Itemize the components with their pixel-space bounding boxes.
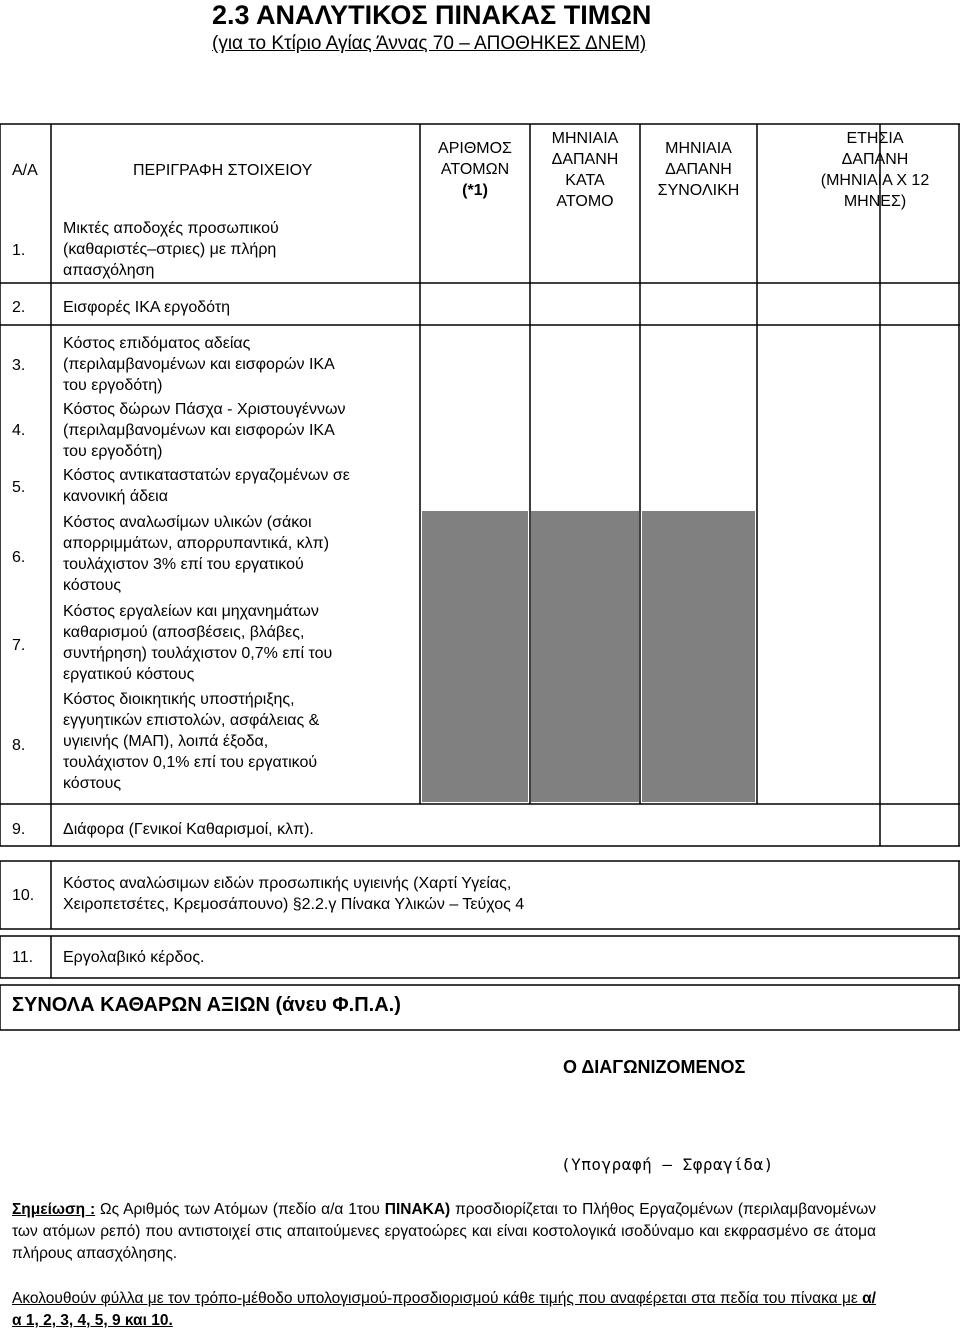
row-number-6: 6. bbox=[12, 549, 26, 566]
desc-line: Κόστος επιδόματος αδείας bbox=[63, 335, 251, 352]
header-count-l2: ΑΤΟΜΩΝ bbox=[440, 161, 510, 178]
row-number-8: 8. bbox=[12, 737, 26, 754]
row-number-5: 5. bbox=[12, 479, 26, 496]
desc-line: Κόστος αναλωσίμων υλικών (σάκοι bbox=[63, 514, 312, 531]
header-description: ΠΕΡΙΓΡΑΦΗ ΣΤΟΙΧΕΙΟΥ bbox=[133, 162, 313, 179]
desc-line: εγγυητικών επιστολών, ασφάλειας & bbox=[63, 712, 320, 729]
note-paragraph bbox=[12, 1199, 876, 1265]
desc-line: (καθαριστές–στριες) με πλήρη bbox=[63, 241, 277, 258]
header-an-l3: (ΜΗΝΙΑΙΑ Χ 12 bbox=[820, 172, 930, 189]
subtitle-text: (για το Κτίριο Αγίας Άννας 70 – ΑΠΟΘΗΚΕΣ ΔΝΕΜ) bbox=[212, 33, 647, 54]
signature-stamp-label: (Υπογραφή – Σφραγίδα) bbox=[561, 1155, 774, 1174]
header-an-l4: ΜΗΝΕΣ) bbox=[843, 193, 907, 210]
header-count-l1: ΑΡΙΘΜΟΣ bbox=[438, 140, 512, 157]
desc-line: του εργοδότη) bbox=[63, 377, 163, 394]
desc-line: (περιλαμβανομένων και εισφορών ΙΚΑ bbox=[63, 356, 335, 373]
shaded-cell-total-6-8 bbox=[642, 511, 755, 802]
desc-line: Χειροπετσέτες, Κρεμοσάπουνο) §2.2.γ Πίνακα Υλικών – Τεύχος 4 bbox=[63, 896, 525, 913]
row-desc-5 bbox=[63, 465, 350, 507]
note-text-2: προσδιορίζεται το Πλήθος Εργαζομένων (περιλαμβανομένων των ατόμων ρεπό) που αντιστοιχεί στις απαιτούμενες εργατοώρες και είναι κοστολογικά ισοδύναμο και εκφρασμένο σε άτομα πλήρους απασχόλησης. bbox=[12, 1201, 876, 1262]
shaded-cell-count-6-8 bbox=[422, 511, 528, 802]
desc-line: εργατικού κόστους bbox=[63, 666, 195, 683]
totals-label: ΣΥΝΟΛΑ ΚΑΘΑΡΩΝ ΑΞΙΩΝ (άνευ Φ.Π.Α.) bbox=[12, 994, 401, 1016]
row-desc-10 bbox=[63, 873, 524, 915]
row-desc-1 bbox=[63, 218, 279, 281]
row-number-10: 10. bbox=[12, 887, 35, 904]
row-desc-8 bbox=[63, 689, 319, 794]
desc-line: Κόστος διοικητικής υποστήριξης, bbox=[63, 691, 295, 708]
page-title: 2.3 ΑΝΑΛΥΤΙΚΟΣ ΠΙΝΑΚΑΣ ΤΙΜΩΝ bbox=[212, 0, 652, 30]
desc-line: Κόστος αναλώσιμων ειδών προσωπικής υγιεινής (Χαρτί Υγείας, bbox=[63, 875, 512, 892]
desc-line: απασχόληση bbox=[63, 262, 155, 279]
desc-line: κόστους bbox=[63, 577, 122, 594]
desc-line: συντήρηση) τουλάχιστον 0,7% επί του bbox=[63, 645, 333, 662]
header-count-l3: (*1) bbox=[462, 182, 488, 199]
desc-line: κόστους bbox=[63, 775, 122, 792]
desc-line: (περιλαμβανομένων και εισφορών ΙΚΑ bbox=[63, 422, 335, 439]
row-number-7: 7. bbox=[12, 637, 26, 654]
note-text-1: Ως Αριθμός των Ατόμων (πεδίο α/α 1του bbox=[95, 1201, 385, 1218]
desc-line: του εργοδότη) bbox=[63, 443, 163, 460]
desc-line: Μικτές αποδοχές προσωπικού bbox=[63, 220, 279, 237]
desc-line: Κόστος εργαλείων και μηχανημάτων bbox=[63, 603, 319, 620]
footer-paragraph bbox=[12, 1288, 876, 1332]
header-mpp-l1: ΜΗΝΙΑΙΑ bbox=[551, 130, 619, 147]
row-desc-4 bbox=[63, 399, 346, 462]
desc-line: κανονική άδεια bbox=[63, 488, 168, 505]
header-an-l2: ΔΑΠΑΝΗ bbox=[841, 151, 909, 168]
row-number-3: 3. bbox=[12, 357, 26, 374]
shaded-cell-person-6-8 bbox=[531, 511, 639, 802]
desc-line: απορριμμάτων, απορρυπαντικά, κλπ) bbox=[63, 535, 330, 552]
header-mt-l2: ΔΑΠΑΝΗ bbox=[665, 161, 732, 178]
header-mt-l1: ΜΗΝΙΑΙΑ bbox=[665, 140, 732, 157]
header-person-count bbox=[420, 138, 530, 201]
row-desc-9: Διάφορα (Γενικοί Καθαρισμοί, κλπ). bbox=[63, 821, 314, 838]
header-mpp-l2: ΔΑΠΑΝΗ bbox=[551, 151, 619, 168]
footer-text: Ακολουθούν φύλλα με τον τρόπο-μέθοδο υπολογισμού-προσδιορισμού κάθε τιμής που αναφέρεται στα πεδία του πίνακα με bbox=[12, 1290, 863, 1307]
row-number-1: 1. bbox=[12, 242, 26, 259]
row-desc-2 bbox=[63, 297, 230, 318]
header-an-l1: ΕΤΗΣΙΑ bbox=[846, 130, 904, 147]
header-mpp-l3: ΚΑΤΑ bbox=[565, 172, 605, 189]
desc-line: Εισφορές ΙΚΑ εργοδότη bbox=[63, 299, 231, 316]
row-number-4: 4. bbox=[12, 422, 26, 439]
row-number-9: 9. bbox=[12, 821, 26, 838]
header-mpp-l4: ΑΤΟΜΟ bbox=[556, 193, 614, 210]
header-mt-l3: ΣΥΝΟΛΙΚΗ bbox=[657, 182, 740, 199]
row-desc-7 bbox=[63, 601, 332, 685]
note-label: Σημείωση : bbox=[12, 1201, 96, 1218]
bidder-title: Ο ΔΙΑΓΩΝΙΖΟΜΕΝΟΣ bbox=[563, 1057, 746, 1077]
row-desc-11: Εργολαβικό κέρδος. bbox=[63, 949, 205, 966]
header-monthly-total bbox=[640, 138, 757, 201]
footer-bold: α/α 1, 2, 3, 4, 5, 9 και 10. bbox=[12, 1290, 876, 1329]
desc-line: Κόστος δώρων Πάσχα - Χριστουγέννων bbox=[63, 401, 346, 418]
desc-line: καθαρισμού (αποσβέσεις, βλάβες, bbox=[63, 624, 305, 641]
row-desc-3 bbox=[63, 333, 335, 396]
header-annual bbox=[800, 128, 950, 212]
desc-line: τουλάχιστον 0,1% επί του εργατικού bbox=[63, 754, 318, 771]
note-bold: ΠΙΝΑΚΑ) bbox=[384, 1201, 451, 1218]
row-number-2: 2. bbox=[12, 299, 26, 316]
row-desc-6 bbox=[63, 512, 329, 596]
header-monthly-per-person bbox=[530, 128, 640, 212]
desc-line: υγιεινής (ΜΑΠ), λοιπά έξοδα, bbox=[63, 733, 269, 750]
page-subtitle bbox=[212, 33, 646, 55]
desc-line: τουλάχιστον 3% επί του εργατικού bbox=[63, 556, 304, 573]
desc-line: Κόστος αντικαταστατών εργαζομένων σε bbox=[63, 467, 350, 484]
header-aa: Α/Α bbox=[12, 162, 38, 179]
row-number-11: 11. bbox=[12, 949, 34, 966]
